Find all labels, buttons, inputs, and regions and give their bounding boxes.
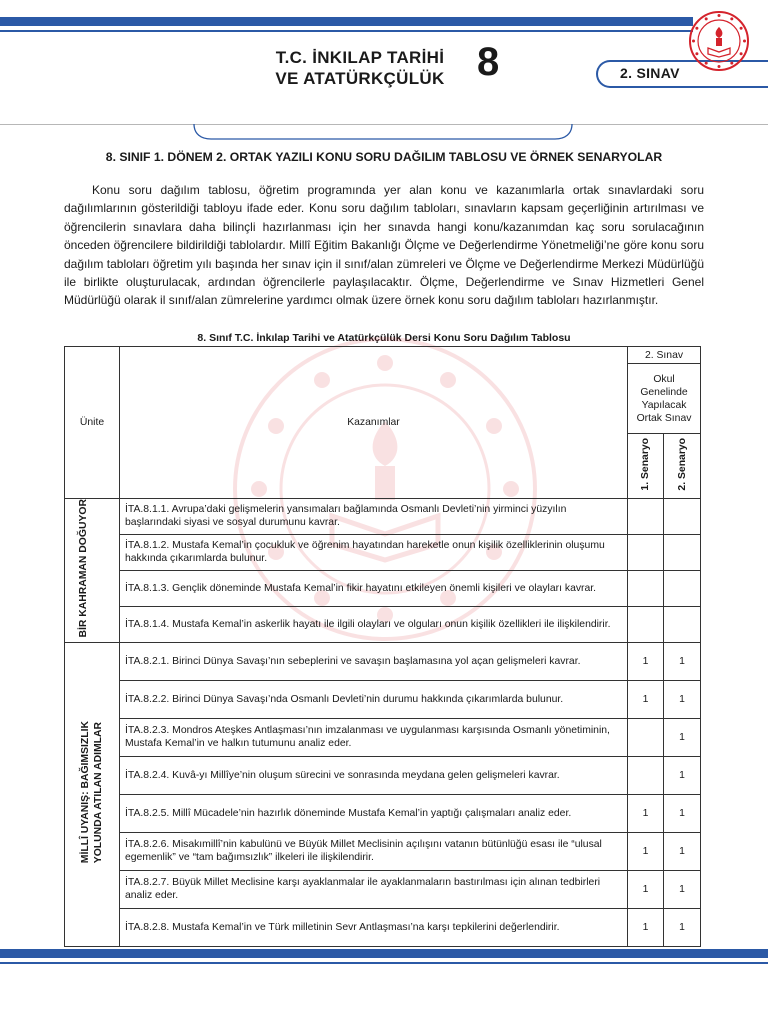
- scenario1-value: [628, 606, 664, 642]
- course-title-line1: T.C. İNKILAP TARİHİ: [275, 48, 445, 67]
- table-row: [65, 756, 701, 794]
- objectives-header: Kazanımlar: [120, 347, 628, 499]
- table-row: [65, 870, 701, 908]
- scenario1-value: 1: [628, 680, 664, 718]
- table-row: [65, 570, 701, 606]
- objective-text: İTA.8.2.1. Birinci Dünya Savaşı’nın sebeplerini ve savaşın başlamasına yol açan gelişmeleri kavrar.: [120, 642, 628, 680]
- unit-name-line1: MİLLÎ UYANIŞ: BAĞIMSIZLIK: [80, 720, 91, 864]
- scenario1-value: [628, 756, 664, 794]
- scenario1-value: [628, 534, 664, 570]
- scenario1-label: 1. Senaryo: [640, 437, 651, 491]
- exam-sub-header: Okul Genelinde Yapılacak Ortak Sınav: [628, 364, 701, 434]
- scenario2-value: [664, 606, 701, 642]
- grade-number: 8: [477, 40, 500, 84]
- scenario1-value: [628, 570, 664, 606]
- table-row: [65, 606, 701, 642]
- scenario1-value: 1: [628, 794, 664, 832]
- objective-text: İTA.8.1.2. Mustafa Kemal’in çocukluk ve öğrenim hayatından hareketle onun kişilik özelliklerinin oluşumu hakkında çıkarımlarda bulunur.: [120, 534, 628, 570]
- scenario2-header: [664, 434, 701, 499]
- table-row: [65, 680, 701, 718]
- scenario1-value: 1: [628, 642, 664, 680]
- intro-paragraph: Konu soru dağılım tablosu, öğretim programında yer alan konu ve kazanımlarla ortak sınavlardaki soru dağılımlarının gösterildiği tabloyu ifade eder. Konu soru dağılım tabloları, sınavların kapsam geçerliğinin artırılması ve öğrencilerin sınavlara daha bilinçli hazırlanması için her sınavda hangi konu/kazanımdan kaç soru sorulacağının önceden öğrencilere bildirildiği tablolardır. Millî Eğitim Bakanlığı Ölçme ve Değerlendirme Yönetmeliği’ne göre konu soru dağılım tabloları öğretim yılı başında her sınav için il sınıf/alan zümreleri ve Ölçme ve Değerlendirme Merkezi Müdürlüğü ile birlikte oluşturulacak, ardından öğrencilerle paylaşılacaktır. Ölçme, Değerlendirme ve Sınav Hizmetleri Genel Müdürlüğü olarak il sınıf/alan zümrelerine yardımcı olmak üzere örnek konu soru dağılım tabloları hazırlanmıştır.: [64, 183, 704, 308]
- table-row: [65, 832, 701, 870]
- table-row: [65, 908, 701, 946]
- scenario2-value: 1: [664, 832, 701, 870]
- scenario1-value: [628, 718, 664, 756]
- course-title: [240, 47, 480, 89]
- objective-text: İTA.8.2.5. Millî Mücadele’nin hazırlık döneminde Mustafa Kemal’in yaptığı çalışmaları analiz eder.: [120, 794, 628, 832]
- exam-header: 2. Sınav: [628, 347, 701, 364]
- objective-text: İTA.8.2.2. Birinci Dünya Savaşı’nda Osmanlı Devleti’nin durumu hakkında çıkarımlarda bulunur.: [120, 680, 628, 718]
- scenario2-value: 1: [664, 908, 701, 946]
- scenario1-value: [628, 499, 664, 535]
- scenario2-value: [664, 534, 701, 570]
- meb-emblem-icon: [688, 10, 750, 72]
- objective-text: İTA.8.1.4. Mustafa Kemal’in askerlik hayatı ile ilgili olayları ve olguları onun kişilik özellikleri ile ilişkilendirir.: [120, 606, 628, 642]
- scenario2-value: 1: [664, 794, 701, 832]
- scenario2-value: 1: [664, 680, 701, 718]
- scenario2-value: 1: [664, 756, 701, 794]
- header-stripe: [0, 17, 693, 26]
- scenario2-value: 1: [664, 870, 701, 908]
- exam-label: 2. SINAV: [620, 65, 680, 81]
- objective-text: İTA.8.2.4. Kuvâ-yı Millîye’nin oluşum sürecini ve sonrasında meydana gelen gelişmeleri kavrar.: [120, 756, 628, 794]
- scenario2-label: 2. Senaryo: [676, 437, 688, 491]
- table-row: [65, 794, 701, 832]
- course-title-line2: VE ATATÜRKÇÜLÜK: [275, 69, 445, 88]
- scenario2-value: 1: [664, 718, 701, 756]
- objective-text: İTA.8.2.8. Mustafa Kemal’in ve Türk milletinin Sevr Antlaşması’na karşı tepkilerini değerlendirir.: [120, 908, 628, 946]
- distribution-table: [64, 346, 701, 947]
- objective-text: İTA.8.2.6. Misakımillî’nin kabulünü ve Büyük Millet Meclisinin açılışını vatanın bütünlüğü esası ile “ulusal egemenlik” ve “tam bağımsızlık” ilkeleri ile ilişkilendirir.: [120, 832, 628, 870]
- scenario1-value: 1: [628, 832, 664, 870]
- header-line: [0, 30, 693, 32]
- unit-cell: [65, 642, 120, 946]
- unit-name-line2: YOLUNDA ATILAN ADIMLAR: [93, 721, 104, 863]
- table-caption: 8. Sınıf T.C. İnkılap Tarihi ve Atatürkçülük Dersi Konu Soru Dağılım Tablosu: [197, 332, 571, 344]
- table-row: [65, 642, 701, 680]
- objective-text: İTA.8.2.3. Mondros Ateşkes Antlaşması’nın imzalanması ve uygulanması karşısında Osmanlı yönetiminin, Mustafa Kemal’in ve halkın tutumunu analiz eder.: [120, 718, 628, 756]
- scenario2-value: [664, 499, 701, 535]
- objective-text: İTA.8.2.7. Büyük Millet Meclisine karşı ayaklanmalar ile ayaklanmaların bastırılması için alınan tedbirleri analiz eder.: [120, 870, 628, 908]
- table-row: [65, 499, 701, 535]
- objective-text: İTA.8.1.1. Avrupa’daki gelişmelerin yansımaları bağlamında Osmanlı Devleti’nin yirminci yüzyılın başlarındaki siyasi ve sosyal durumunu kavrar.: [120, 499, 628, 535]
- footer-stripe: [0, 949, 768, 958]
- unit-cell: [65, 499, 120, 643]
- header-bracket: [193, 124, 573, 142]
- scenario1-header: [628, 434, 664, 499]
- scenario2-value: 1: [664, 642, 701, 680]
- scenario1-value: 1: [628, 870, 664, 908]
- scenario2-value: [664, 570, 701, 606]
- footer-line: [0, 962, 768, 964]
- unit-name: BİR KAHRAMAN DOĞUYOR: [78, 499, 89, 638]
- objective-text: İTA.8.1.3. Gençlik döneminde Mustafa Kemal’in fikir hayatını etkileyen önemli kişileri ve olayları kavrar.: [120, 570, 628, 606]
- scenario1-value: 1: [628, 908, 664, 946]
- table-row: [65, 534, 701, 570]
- table-row: [65, 718, 701, 756]
- unit-header: Ünite: [65, 347, 120, 499]
- document-heading: 8. SINIF 1. DÖNEM 2. ORTAK YAZILI KONU SORU DAĞILIM TABLOSU VE ÖRNEK SENARYOLAR: [105, 150, 663, 164]
- unit-name: [79, 721, 105, 863]
